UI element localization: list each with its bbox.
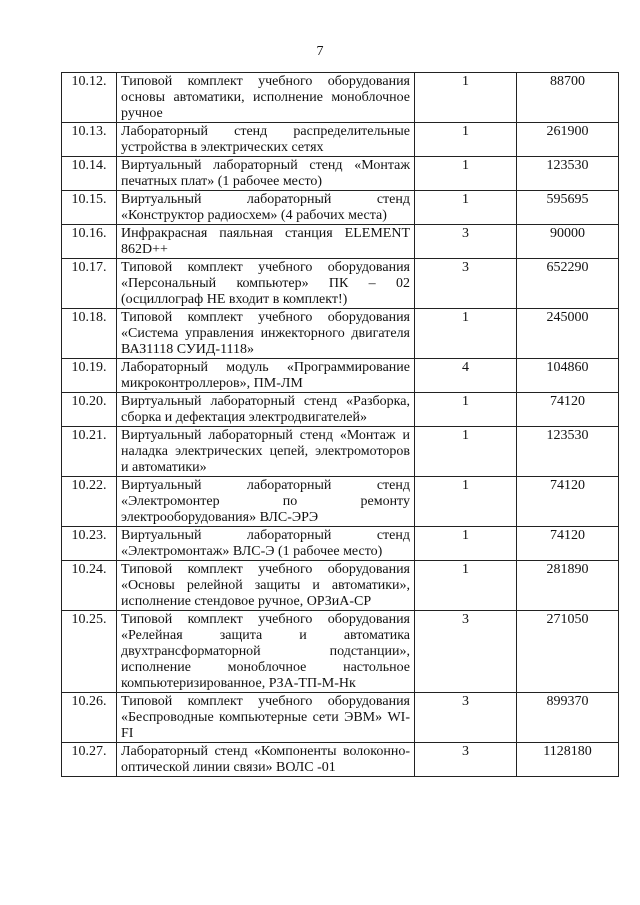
item-name: Типовой комплект учебного оборудования «Основы релейной защиты и автоматики», исполнение стендовое ручное, ОРЗиА-СР xyxy=(117,561,415,611)
item-name: Виртуальный лабораторный стенд «Электромонтаж» ВЛС-Э (1 рабочее место) xyxy=(117,527,415,561)
item-quantity: 1 xyxy=(415,157,517,191)
item-name: Виртуальный лабораторный стенд «Монтаж и наладка электрических цепей, электромоторов и автоматики» xyxy=(117,427,415,477)
item-number: 10.27. xyxy=(62,743,117,777)
item-quantity: 3 xyxy=(415,693,517,743)
item-quantity: 1 xyxy=(415,393,517,427)
equipment-table xyxy=(61,72,619,777)
item-number: 10.14. xyxy=(62,157,117,191)
table-row xyxy=(62,359,619,393)
item-name: Виртуальный лабораторный стенд «Электромонтер по ремонту электрооборудования» ВЛС-ЭРЭ xyxy=(117,477,415,527)
item-price: 104860 xyxy=(517,359,619,393)
item-quantity: 3 xyxy=(415,225,517,259)
item-quantity: 1 xyxy=(415,477,517,527)
item-number: 10.20. xyxy=(62,393,117,427)
item-number: 10.26. xyxy=(62,693,117,743)
item-price: 88700 xyxy=(517,73,619,123)
item-quantity: 4 xyxy=(415,359,517,393)
table-row xyxy=(62,611,619,693)
item-quantity: 3 xyxy=(415,611,517,693)
item-number: 10.17. xyxy=(62,259,117,309)
item-price: 74120 xyxy=(517,393,619,427)
table-row xyxy=(62,225,619,259)
table-row xyxy=(62,259,619,309)
item-number: 10.21. xyxy=(62,427,117,477)
table-row xyxy=(62,157,619,191)
item-price: 899370 xyxy=(517,693,619,743)
item-quantity: 1 xyxy=(415,191,517,225)
table-row xyxy=(62,393,619,427)
table-row xyxy=(62,693,619,743)
item-price: 245000 xyxy=(517,309,619,359)
item-number: 10.25. xyxy=(62,611,117,693)
item-price: 90000 xyxy=(517,225,619,259)
table-row xyxy=(62,309,619,359)
table-row xyxy=(62,527,619,561)
item-number: 10.18. xyxy=(62,309,117,359)
item-quantity: 1 xyxy=(415,123,517,157)
equipment-table-body xyxy=(62,73,619,777)
item-number: 10.12. xyxy=(62,73,117,123)
table-row xyxy=(62,743,619,777)
item-name: Виртуальный лабораторный стенд «Конструктор радиосхем» (4 рабочих места) xyxy=(117,191,415,225)
item-price: 281890 xyxy=(517,561,619,611)
item-quantity: 1 xyxy=(415,527,517,561)
item-number: 10.22. xyxy=(62,477,117,527)
table-row xyxy=(62,477,619,527)
item-name: Типовой комплект учебного оборудования «Релейная защита и автоматика двухтрансформаторной подстанции», исполнение моноблочное настольное компьютеризированное, РЗА-ТП-М-Нк xyxy=(117,611,415,693)
item-price: 74120 xyxy=(517,477,619,527)
item-price: 261900 xyxy=(517,123,619,157)
table-row xyxy=(62,191,619,225)
item-name: Типовой комплект учебного оборудования «Персональный компьютер» ПК – 02 (осциллограф НЕ входит в комплект!) xyxy=(117,259,415,309)
item-number: 10.19. xyxy=(62,359,117,393)
item-price: 74120 xyxy=(517,527,619,561)
item-price: 1128180 xyxy=(517,743,619,777)
item-number: 10.24. xyxy=(62,561,117,611)
item-quantity: 3 xyxy=(415,259,517,309)
item-price: 271050 xyxy=(517,611,619,693)
item-price: 123530 xyxy=(517,427,619,477)
item-name: Лабораторный стенд распределительные устройства в электрических сетях xyxy=(117,123,415,157)
item-name: Инфракрасная паяльная станция ELEMENT 862D++ xyxy=(117,225,415,259)
item-name: Типовой комплект учебного оборудования «Система управления инжекторного двигателя ВАЗ1118 СУИД-1118» xyxy=(117,309,415,359)
item-quantity: 1 xyxy=(415,309,517,359)
item-name: Виртуальный лабораторный стенд «Монтаж печатных плат» (1 рабочее место) xyxy=(117,157,415,191)
item-number: 10.16. xyxy=(62,225,117,259)
item-name: Виртуальный лабораторный стенд «Разборка, сборка и дефектация электродвигателей» xyxy=(117,393,415,427)
item-name: Лабораторный стенд «Компоненты волоконно-оптической линии связи» ВОЛС -01 xyxy=(117,743,415,777)
item-number: 10.13. xyxy=(62,123,117,157)
item-name: Лабораторный модуль «Программирование микроконтроллеров», ПМ-ЛМ xyxy=(117,359,415,393)
table-row xyxy=(62,561,619,611)
table-row xyxy=(62,427,619,477)
item-price: 595695 xyxy=(517,191,619,225)
item-number: 10.23. xyxy=(62,527,117,561)
table-row xyxy=(62,123,619,157)
item-quantity: 1 xyxy=(415,73,517,123)
item-quantity: 1 xyxy=(415,427,517,477)
item-number: 10.15. xyxy=(62,191,117,225)
item-price: 123530 xyxy=(517,157,619,191)
item-name: Типовой комплект учебного оборудования «Беспроводные компьютерные сети ЭВМ» WI-FI xyxy=(117,693,415,743)
item-quantity: 3 xyxy=(415,743,517,777)
page-number: 7 xyxy=(316,44,324,59)
table-row xyxy=(62,73,619,123)
item-price: 652290 xyxy=(517,259,619,309)
item-name: Типовой комплект учебного оборудования основы автоматики, исполнение моноблочное ручное xyxy=(117,73,415,123)
item-quantity: 1 xyxy=(415,561,517,611)
